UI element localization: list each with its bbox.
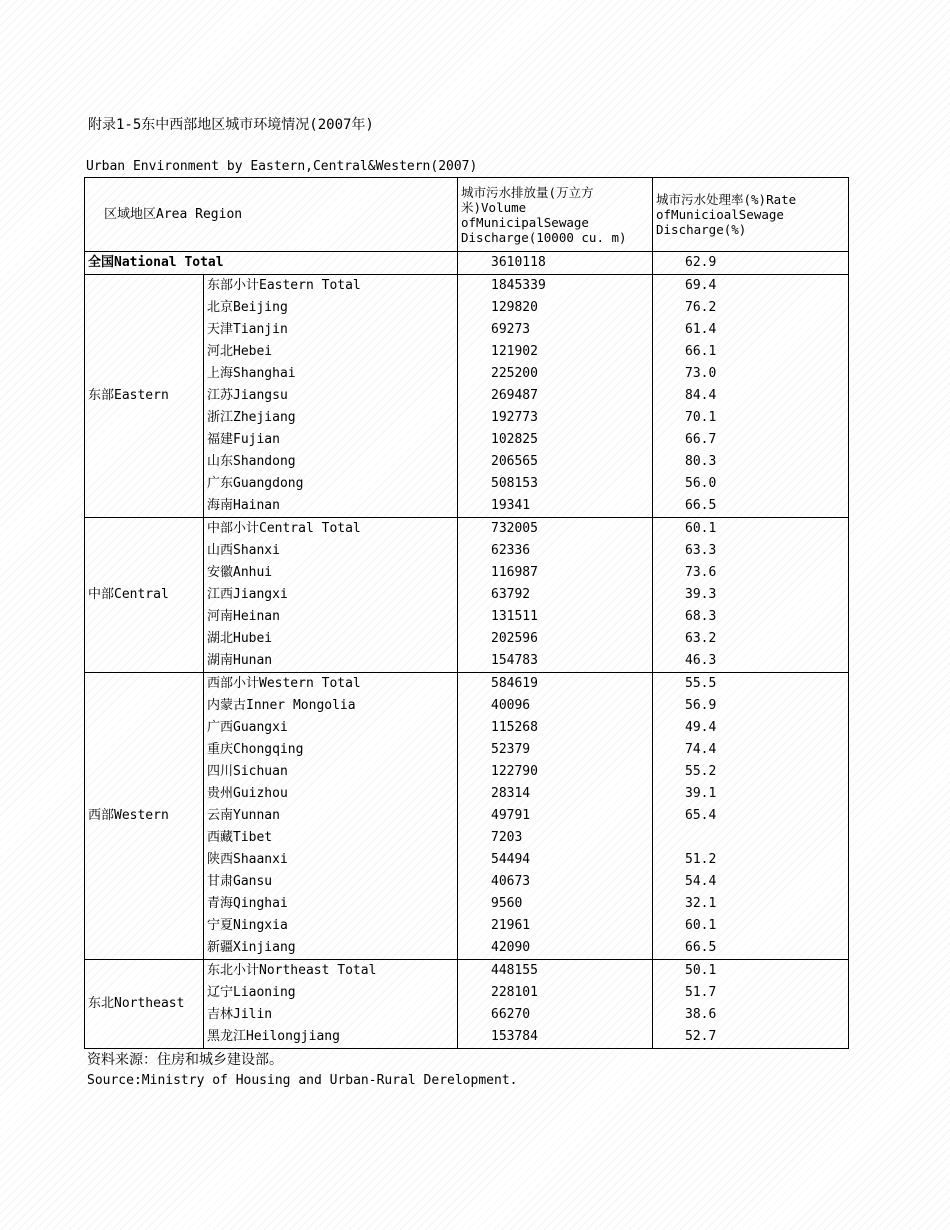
row-rate: 39.1 bbox=[653, 783, 849, 805]
row-rate: 51.2 bbox=[653, 849, 849, 871]
region-label: 中部Central bbox=[85, 518, 204, 673]
row-volume: 131511 bbox=[458, 606, 653, 628]
row-volume: 54494 bbox=[458, 849, 653, 871]
row-name: 宁夏Ningxia bbox=[204, 915, 458, 937]
table-title-chinese: 附录1-5东中西部地区城市环境情况(2007年) bbox=[88, 117, 374, 133]
table-title-english: Urban Environment by Eastern,Central&Western(2007) bbox=[86, 159, 478, 174]
row-volume: 21961 bbox=[458, 915, 653, 937]
row-volume: 206565 bbox=[458, 451, 653, 473]
row-volume: 153784 bbox=[458, 1026, 653, 1049]
row-volume: 732005 bbox=[458, 518, 653, 541]
row-rate: 54.4 bbox=[653, 871, 849, 893]
row-name: 西部小计Western Total bbox=[204, 673, 458, 696]
row-rate: 66.5 bbox=[653, 495, 849, 518]
row-volume: 269487 bbox=[458, 385, 653, 407]
row-rate: 70.1 bbox=[653, 407, 849, 429]
row-name: 福建Fujian bbox=[204, 429, 458, 451]
row-rate: 52.7 bbox=[653, 1026, 849, 1049]
header-rate-label: 城市污水处理率(%)Rate ofMunicioalSewage Discharge(%) bbox=[656, 192, 797, 237]
national-total-row bbox=[85, 252, 849, 275]
row-volume: 228101 bbox=[458, 982, 653, 1004]
row-name: 辽宁Liaoning bbox=[204, 982, 458, 1004]
table-row bbox=[85, 673, 849, 696]
row-volume: 225200 bbox=[458, 363, 653, 385]
row-rate: 68.3 bbox=[653, 606, 849, 628]
row-rate: 65.4 bbox=[653, 805, 849, 827]
row-rate: 46.3 bbox=[653, 650, 849, 673]
national-total-label: 全国National Total bbox=[85, 252, 458, 275]
table-body bbox=[85, 252, 849, 1049]
row-rate: 69.4 bbox=[653, 275, 849, 298]
header-row bbox=[85, 178, 849, 252]
row-volume: 42090 bbox=[458, 937, 653, 960]
source-note-english: Source:Ministry of Housing and Urban-Rural Derelopment. bbox=[87, 1073, 518, 1088]
row-volume: 154783 bbox=[458, 650, 653, 673]
row-rate: 76.2 bbox=[653, 297, 849, 319]
row-rate: 55.5 bbox=[653, 673, 849, 696]
region-label: 东部Eastern bbox=[85, 275, 204, 518]
header-region bbox=[85, 178, 458, 252]
row-rate: 49.4 bbox=[653, 717, 849, 739]
row-rate: 51.7 bbox=[653, 982, 849, 1004]
row-volume: 52379 bbox=[458, 739, 653, 761]
row-name: 重庆Chongqing bbox=[204, 739, 458, 761]
row-volume: 66270 bbox=[458, 1004, 653, 1026]
row-name: 陕西Shaanxi bbox=[204, 849, 458, 871]
row-name: 河北Hebei bbox=[204, 341, 458, 363]
sewage-data-table bbox=[84, 177, 849, 1049]
row-rate: 66.7 bbox=[653, 429, 849, 451]
table-row bbox=[85, 518, 849, 541]
row-name: 湖南Hunan bbox=[204, 650, 458, 673]
row-name: 海南Hainan bbox=[204, 495, 458, 518]
source-note-chinese: 资料来源：住房和城乡建设部。 bbox=[87, 1052, 283, 1068]
row-volume: 19341 bbox=[458, 495, 653, 518]
row-rate: 32.1 bbox=[653, 893, 849, 915]
row-name: 东北小计Northeast Total bbox=[204, 960, 458, 983]
row-name: 山西Shanxi bbox=[204, 540, 458, 562]
row-name: 天津Tianjin bbox=[204, 319, 458, 341]
row-volume: 121902 bbox=[458, 341, 653, 363]
region-label: 东北Northeast bbox=[85, 960, 204, 1049]
row-name: 贵州Guizhou bbox=[204, 783, 458, 805]
row-rate: 56.0 bbox=[653, 473, 849, 495]
row-volume: 1845339 bbox=[458, 275, 653, 298]
national-total-volume: 3610118 bbox=[458, 252, 653, 275]
row-name: 黑龙江Heilongjiang bbox=[204, 1026, 458, 1049]
row-volume: 62336 bbox=[458, 540, 653, 562]
row-name: 广西Guangxi bbox=[204, 717, 458, 739]
sewage-table-container bbox=[84, 177, 848, 1049]
row-name: 山东Shandong bbox=[204, 451, 458, 473]
table-row bbox=[85, 275, 849, 298]
row-volume: 202596 bbox=[458, 628, 653, 650]
row-name: 内蒙古Inner Mongolia bbox=[204, 695, 458, 717]
row-rate: 63.2 bbox=[653, 628, 849, 650]
row-volume: 122790 bbox=[458, 761, 653, 783]
table-row bbox=[85, 960, 849, 983]
row-rate: 80.3 bbox=[653, 451, 849, 473]
row-name: 湖北Hubei bbox=[204, 628, 458, 650]
row-rate: 66.1 bbox=[653, 341, 849, 363]
row-name: 中部小计Central Total bbox=[204, 518, 458, 541]
row-volume: 9560 bbox=[458, 893, 653, 915]
row-rate: 74.4 bbox=[653, 739, 849, 761]
row-volume: 115268 bbox=[458, 717, 653, 739]
row-volume: 192773 bbox=[458, 407, 653, 429]
row-name: 广东Guangdong bbox=[204, 473, 458, 495]
row-rate bbox=[653, 827, 849, 849]
row-rate: 38.6 bbox=[653, 1004, 849, 1026]
row-volume: 448155 bbox=[458, 960, 653, 983]
row-volume: 129820 bbox=[458, 297, 653, 319]
row-rate: 66.5 bbox=[653, 937, 849, 960]
row-name: 江西Jiangxi bbox=[204, 584, 458, 606]
row-name: 甘肃Gansu bbox=[204, 871, 458, 893]
row-volume: 508153 bbox=[458, 473, 653, 495]
row-volume: 49791 bbox=[458, 805, 653, 827]
header-volume-label: 城市污水排放量(万立方米)Volume ofMunicipalSewage Discharge(10000 cu. m) bbox=[461, 184, 627, 245]
row-volume: 7203 bbox=[458, 827, 653, 849]
row-name: 河南Heinan bbox=[204, 606, 458, 628]
row-volume: 69273 bbox=[458, 319, 653, 341]
row-name: 西藏Tibet bbox=[204, 827, 458, 849]
row-name: 江苏Jiangsu bbox=[204, 385, 458, 407]
row-volume: 102825 bbox=[458, 429, 653, 451]
row-rate: 60.1 bbox=[653, 518, 849, 541]
row-volume: 28314 bbox=[458, 783, 653, 805]
row-rate: 55.2 bbox=[653, 761, 849, 783]
row-rate: 63.3 bbox=[653, 540, 849, 562]
row-rate: 73.6 bbox=[653, 562, 849, 584]
row-name: 青海Qinghai bbox=[204, 893, 458, 915]
header-rate bbox=[653, 178, 849, 252]
row-name: 上海Shanghai bbox=[204, 363, 458, 385]
row-rate: 84.4 bbox=[653, 385, 849, 407]
row-volume: 584619 bbox=[458, 673, 653, 696]
region-label: 西部Western bbox=[85, 673, 204, 960]
row-volume: 63792 bbox=[458, 584, 653, 606]
row-rate: 60.1 bbox=[653, 915, 849, 937]
row-name: 东部小计Eastern Total bbox=[204, 275, 458, 298]
row-name: 北京Beijing bbox=[204, 297, 458, 319]
row-name: 新疆Xinjiang bbox=[204, 937, 458, 960]
row-name: 浙江Zhejiang bbox=[204, 407, 458, 429]
row-name: 吉林Jilin bbox=[204, 1004, 458, 1026]
row-name: 安徽Anhui bbox=[204, 562, 458, 584]
row-rate: 61.4 bbox=[653, 319, 849, 341]
row-name: 四川Sichuan bbox=[204, 761, 458, 783]
row-rate: 73.0 bbox=[653, 363, 849, 385]
row-name: 云南Yunnan bbox=[204, 805, 458, 827]
row-volume: 40673 bbox=[458, 871, 653, 893]
row-rate: 56.9 bbox=[653, 695, 849, 717]
header-region-label: 区域地区Area Region bbox=[104, 206, 243, 222]
row-rate: 39.3 bbox=[653, 584, 849, 606]
national-total-rate: 62.9 bbox=[653, 252, 849, 275]
row-volume: 116987 bbox=[458, 562, 653, 584]
row-volume: 40096 bbox=[458, 695, 653, 717]
row-rate: 50.1 bbox=[653, 960, 849, 983]
header-volume bbox=[458, 178, 653, 252]
